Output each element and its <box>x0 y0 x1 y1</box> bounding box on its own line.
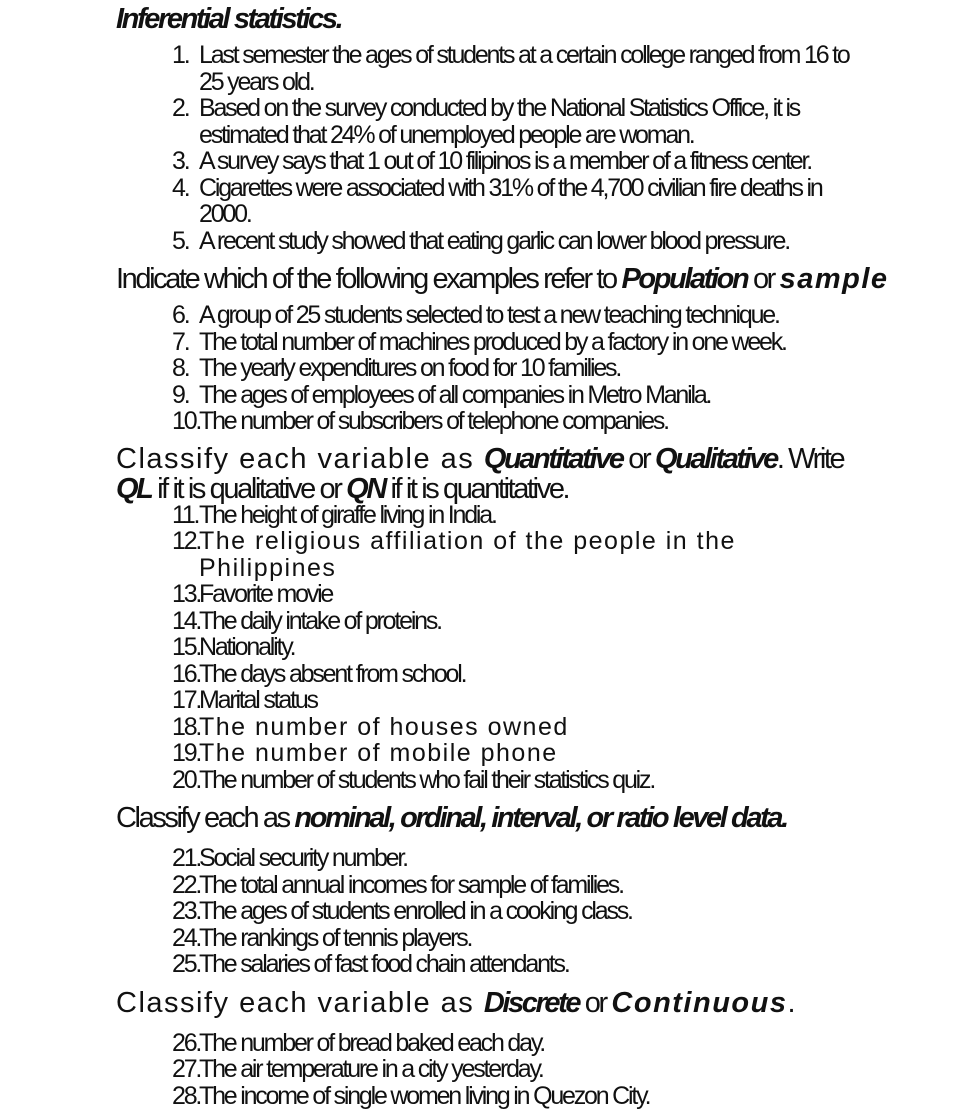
heading-term-discrete: Discrete <box>483 986 580 1019</box>
heading-text: Inferential statistics. <box>116 3 342 35</box>
question-item: 13. Favorite movie <box>172 580 333 608</box>
question-item: 7. The total number of machines produced by a factory in one week. <box>172 327 786 356</box>
heading-connector: or <box>622 442 655 475</box>
question-item: 23. The ages of students enrolled in a cooking class. <box>172 897 632 925</box>
section-heading-levels-of-measurement <box>116 803 856 845</box>
question-item: 12. The religious affiliation of the people in the Philippines <box>172 527 736 582</box>
question-item: 10. The number of subscribers of telephone companies. <box>172 407 668 435</box>
heading-period: . <box>787 986 794 1019</box>
heading-term-continuous: Continuous <box>611 986 788 1019</box>
question-item: 5. A recent study showed that eating garlic can lower blood pressure. <box>172 226 789 255</box>
heading-prefix: Classify each variable as <box>116 986 484 1019</box>
heading-term-sample: sample <box>779 263 889 295</box>
heading-instruction: . Write <box>776 442 844 475</box>
section-heading-quantitative-qualitative <box>116 442 856 505</box>
heading-code-ql: QL <box>116 472 152 505</box>
heading-prefix: Classify each variable as <box>116 442 484 475</box>
heading-term-qualitative: Qualitative <box>654 442 777 475</box>
heading-connector: or <box>747 263 780 295</box>
question-item: 11. The height of giraffe living in India. <box>172 500 496 529</box>
question-item: 28. The income of single women living in Quezon City. <box>172 1081 650 1110</box>
question-item: 3. A survey says that 1 out of 10 filipinos is a member of a fitness center. <box>172 147 812 175</box>
question-list-discrete-continuous <box>116 1030 856 1110</box>
question-item: 21. Social security number. <box>172 844 407 872</box>
question-item: 15. Nationality. <box>172 633 295 661</box>
question-item: 26. The number of bread baked each day. <box>172 1028 545 1057</box>
question-item: 22. The total annual incomes for sample of families. <box>172 870 623 899</box>
section-heading-discrete-continuous <box>116 988 856 1030</box>
worksheet-page <box>116 0 889 1110</box>
heading-prefix: Indicate which of the following examples refer to <box>116 263 622 295</box>
question-item: 16. The days absent from school. <box>172 659 466 688</box>
question-item: 6. A group of 25 students selected to test a new teaching technique. <box>172 301 779 329</box>
question-item: 19. The number of mobile phone <box>172 739 558 767</box>
heading-term-levels: nominal, ordinal, interval, or ratio level data. <box>294 802 787 834</box>
heading-instruction-3: if it is quantitative. <box>384 472 569 505</box>
question-list-quantitative-qualitative <box>116 502 856 794</box>
heading-term-quantitative: Quantitative <box>483 442 623 475</box>
heading-connector: or <box>579 986 612 1019</box>
question-item: 9. The ages of employees of all companies in Metro Manila. <box>172 380 711 409</box>
question-list-inferential <box>116 42 856 254</box>
question-item: 2. Based on the survey conducted by the National Statistics Office, it is estimated that 24% of unemployed people are woman. <box>172 94 800 149</box>
question-item: 18. The number of houses owned <box>172 712 569 741</box>
heading-code-qn: QN <box>346 472 385 505</box>
heading-instruction-2: if it is qualitative or <box>151 472 347 505</box>
question-item: 24. The rankings of tennis players. <box>172 923 472 952</box>
question-list-levels-of-measurement <box>116 845 856 978</box>
question-item: 17. Marital status <box>172 686 317 714</box>
question-item: 1. Last semester the ages of students at a certain college ranged from 16 to 25 years old. <box>172 41 849 96</box>
question-item: 14. The daily intake of proteins. <box>172 606 441 635</box>
question-list-population-sample <box>116 302 856 435</box>
heading-term-population: Population <box>621 263 748 295</box>
question-item: 20. The number of students who fail their statistics quiz. <box>172 765 655 794</box>
question-item: 8. The yearly expenditures on food for 10 families. <box>172 354 621 382</box>
section-heading-inferential <box>116 4 856 42</box>
section-heading-population-sample <box>116 263 889 302</box>
question-item: 27. The air temperature in a city yesterday. <box>172 1055 543 1083</box>
heading-prefix: Classify each as <box>116 802 295 834</box>
question-item: 4. Cigarettes were associated with 31% of the 4,700 civilian fire deaths in 2000. <box>172 173 822 228</box>
question-item: 25. The salaries of fast food chain attendants. <box>172 950 569 978</box>
